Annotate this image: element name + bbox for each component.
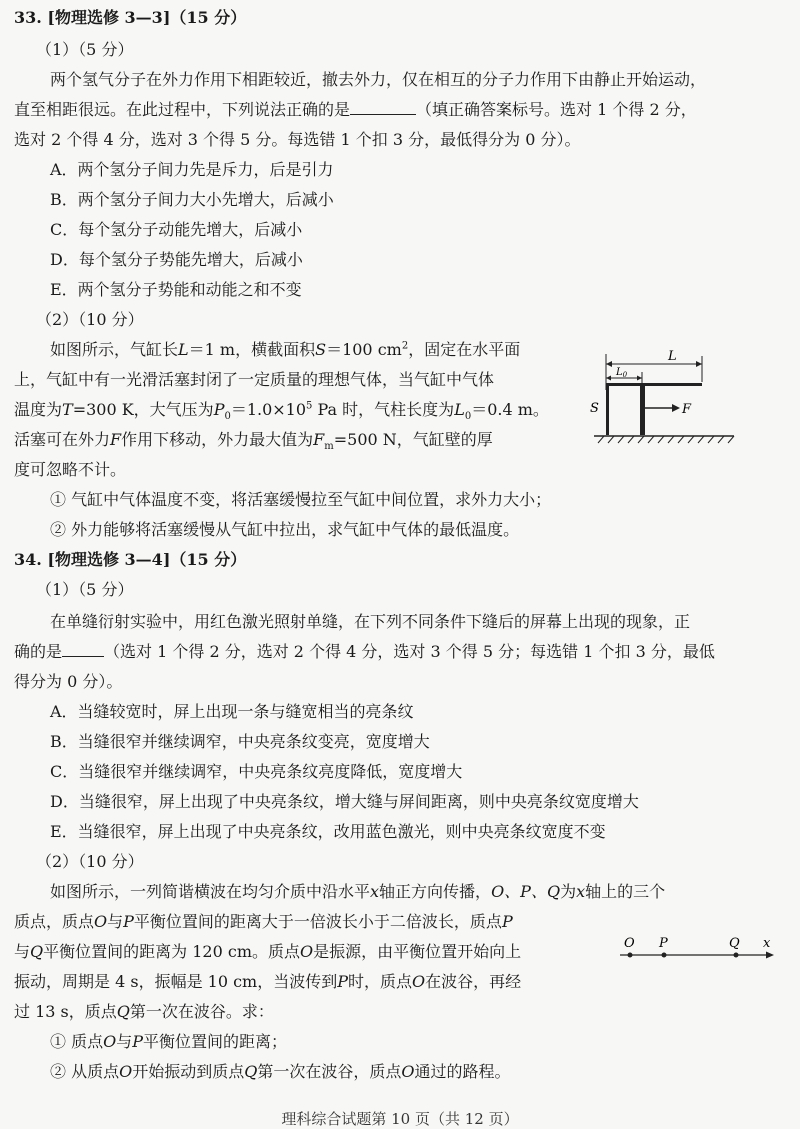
q33-part1-stem-line2	[14, 100, 697, 120]
text: 在波谷，再经	[425, 972, 522, 991]
q34-part2-line4	[14, 972, 521, 992]
q33-option-e: E．两个氢分子势能和动能之和不变	[50, 280, 302, 299]
text: 振动，周期是 4 s，振幅是 10 cm，当波传到	[14, 972, 338, 991]
var-O: O	[119, 1062, 133, 1081]
q34-subquestion-1	[50, 1032, 287, 1052]
q34-part2-line3	[14, 942, 521, 962]
q33-part2-line2: 上，气缸中有一光滑活塞封闭了一定质量的理想气体，当气缸中气体	[14, 370, 495, 389]
q33-part2-label: （2）（10 分）	[36, 310, 144, 329]
text: 与	[107, 912, 124, 931]
var-P: P	[501, 912, 513, 931]
cylinder-figure	[584, 350, 744, 445]
text: 第一次在波谷。求：	[129, 1002, 274, 1021]
q34-option-c: C．当缝很窄并继续调窄，中央亮条纹亮度降低，宽度增大	[50, 762, 463, 781]
var-P: P	[123, 912, 134, 931]
cylinder-top-wall	[606, 383, 702, 386]
label-x: x	[763, 936, 771, 951]
label-L0	[615, 367, 628, 379]
q34-answer-blank[interactable]	[62, 642, 104, 657]
q34-option-d: D．当缝很窄，屏上出现了中央亮条纹，增大缝与屏间距离，则中央亮条纹宽度增大	[50, 792, 639, 811]
q33-option-b: B．两个氢分子间力大小先增大，后减小	[50, 190, 334, 209]
text: ② 从质点	[50, 1062, 120, 1081]
text: =500 N，气缸壁的厚	[333, 430, 493, 449]
text: ＝1.0×10	[230, 400, 307, 419]
q33-option-d: D．每个氢分子势能先增大，后减小	[50, 250, 303, 269]
text: ① 质点	[50, 1032, 104, 1051]
text: Pa 时，气柱长度为	[312, 400, 455, 419]
label-S: S	[590, 401, 599, 416]
arrowhead	[696, 361, 702, 367]
q33-part2-line1	[50, 340, 520, 360]
x-axis-arrowhead	[766, 952, 774, 959]
text: 平衡位置间的距离为 120 cm。质点	[43, 942, 300, 961]
label-Q: Q	[729, 936, 740, 951]
q34-part1-stem-line1: 在单缝衍射实验中，用红色激光照射单缝，在下列不同条件下缝后的屏幕上出现的现象，正	[50, 612, 691, 631]
var-L0: L	[454, 400, 465, 419]
var-O: O	[401, 1062, 415, 1081]
q34-option-b: B．当缝很窄并继续调窄，中央亮条纹变亮，宽度增大	[50, 732, 430, 751]
q34-part2-line5	[14, 1002, 274, 1022]
arrowhead	[606, 376, 611, 381]
var-Q: Q	[116, 1002, 130, 1021]
q33-part2-line5: 度可忽略不计。	[14, 460, 127, 479]
text: 轴正方向传播，	[379, 882, 492, 901]
var-O: O	[103, 1032, 117, 1051]
piston	[640, 386, 645, 435]
point-Q-marker	[734, 953, 739, 958]
text: =300 K，大气压为	[72, 400, 214, 419]
text: 温度为	[14, 400, 63, 419]
text: 平衡位置间的距离；	[143, 1032, 288, 1051]
superscript: 5	[306, 400, 313, 412]
q33-option-a: A．两个氢分子间力先是斥力，后是引力	[50, 160, 334, 179]
point-O-marker	[628, 953, 633, 958]
q34-part1-stem-line3: 得分为 0 分）。	[14, 672, 123, 691]
q33-part2-line3	[14, 400, 549, 423]
text: 第一次在波谷，质点	[257, 1062, 402, 1081]
q34-part2-label: （2）（10 分）	[36, 852, 144, 871]
text: 通过的路程。	[414, 1062, 511, 1081]
text: 时，质点	[348, 972, 413, 991]
q33-part2-line4	[14, 430, 493, 453]
text: 与	[116, 1032, 133, 1051]
q34-part1-label: （1）（5 分）	[36, 580, 134, 599]
text: 过 13 s，质点	[14, 1002, 117, 1021]
q33-part1-stem-line1: 两个氢气分子在外力作用下相距较近，撤去外力，仅在相互的分子力作用下由静止开始运动，	[50, 70, 707, 89]
q34-part1-stem-line2	[14, 642, 715, 662]
text: 确的是	[14, 642, 63, 661]
var-P: P	[337, 972, 348, 991]
subscript: 0	[464, 411, 472, 423]
q34-subquestion-2	[50, 1062, 511, 1082]
var-F: F	[110, 430, 122, 449]
arrowhead	[606, 361, 612, 367]
var-L: L	[178, 340, 189, 359]
text: （选对 1 个得 2 分，选对 2 个得 4 分，选对 3 个得 5 分；每选错 1 个扣 3 分，最低	[104, 642, 715, 661]
text: 质点，质点	[14, 912, 95, 931]
q33-part1-stem-line3: 选对 2 个得 4 分，选对 3 个得 5 分。每选错 1 个扣 3 分，最低得分为 0 分）。	[14, 130, 581, 149]
q33-stem-text-a: 直至相距很远。在此过程中，下列说法正确的是	[14, 100, 351, 119]
label-P: P	[659, 936, 668, 951]
var-x: x	[370, 882, 380, 901]
q34-part2-line1	[50, 882, 665, 902]
text: 平衡位置间的距离大于一倍波长小于二倍波长，质点	[133, 912, 502, 931]
q33-answer-blank[interactable]	[350, 100, 416, 115]
q34-title: 34. [物理选修 3—4]（15 分）	[14, 550, 247, 569]
page-footer: 理科综合试题第 10 页（共 12 页）	[281, 1110, 519, 1128]
cylinder-left-wall	[606, 383, 609, 435]
label-L: L	[668, 350, 677, 364]
subscript: m	[324, 441, 334, 453]
text: 活塞可在外力	[14, 430, 111, 449]
force-arrowhead	[672, 404, 680, 412]
text: 是振源，由平衡位置开始向上	[313, 942, 522, 961]
var-Q: Q	[30, 942, 44, 961]
var-Fm: F	[313, 430, 325, 449]
var-P: P	[132, 1032, 143, 1051]
q33-stem-text-b: （填正确答案标号。选对 1 个得 2 分，	[416, 100, 697, 119]
var-O: O	[300, 942, 314, 961]
var-Q: Q	[244, 1062, 258, 1081]
label-L0-sub: 0	[622, 371, 628, 379]
var-O: O	[412, 972, 426, 991]
superscript: 2	[401, 340, 409, 352]
text: 作用下移动，外力最大值为	[121, 430, 314, 449]
q33-subquestion-1: ① 气缸中气体温度不变，将活塞缓慢拉至气缸中间位置，求外力大小；	[50, 490, 552, 509]
var-x: x	[576, 882, 586, 901]
var-S: S	[315, 340, 327, 359]
arrowhead	[637, 376, 642, 381]
var-O: O	[94, 912, 108, 931]
q34-part2-line2	[14, 912, 513, 932]
q34-option-a: A．当缝较宽时，屏上出现一条与缝宽相当的亮条纹	[50, 702, 414, 721]
text: 轴上的三个	[585, 882, 666, 901]
text: 与	[14, 942, 31, 961]
text: ＝0.4 m。	[471, 400, 549, 419]
q33-subquestion-2: ② 外力能够将活塞缓慢从气缸中拉出，求气缸中气体的最低温度。	[50, 520, 520, 539]
label-L0-main: L	[616, 367, 623, 378]
point-P-marker	[662, 953, 667, 958]
text: 开始振动到质点	[132, 1062, 245, 1081]
text: ＝100 cm	[326, 340, 402, 359]
text: ，固定在水平面	[408, 340, 521, 359]
q34-option-e: E．当缝很窄，屏上出现了中央亮条纹，改用蓝色激光，则中央亮条纹宽度不变	[50, 822, 606, 841]
text: 为	[560, 882, 577, 901]
label-F: F	[682, 402, 692, 417]
var-OPQ: O、P、Q	[491, 882, 561, 901]
wave-axis-figure	[612, 930, 782, 970]
label-O: O	[624, 936, 635, 951]
text: 如图所示，一列简谐横波在均匀介质中沿水平	[50, 882, 371, 901]
text: 如图所示，气缸长	[50, 340, 179, 359]
q33-option-c: C．每个氢分子动能先增大，后减小	[50, 220, 303, 239]
var-P: P	[213, 400, 225, 419]
var-T: T	[62, 400, 73, 419]
text: ＝1 m，横截面积	[188, 340, 316, 359]
q33-title: 33. [物理选修 3—3]（15 分）	[14, 8, 247, 27]
subscript: 0	[224, 411, 231, 423]
ground-hatching	[598, 436, 734, 443]
q33-part1-label: （1）（5 分）	[36, 40, 134, 59]
